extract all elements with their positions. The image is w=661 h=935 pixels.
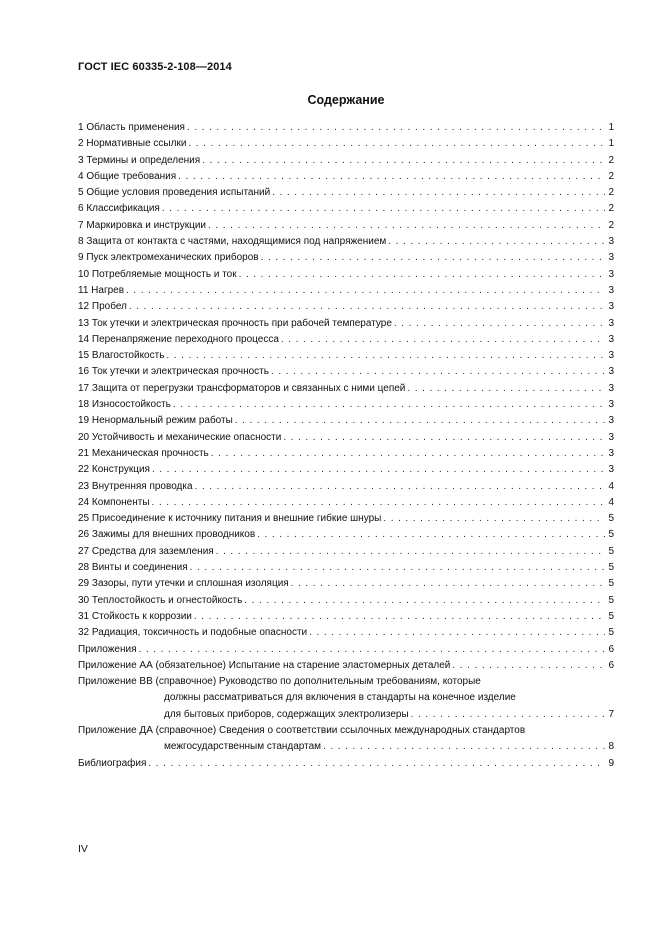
toc-page-number: 5: [608, 545, 614, 557]
toc-leader-dots: [281, 430, 605, 446]
toc-entry-text: межгосударственным стандартам: [164, 741, 322, 753]
toc-entry-text: 12 Пробел: [78, 301, 127, 313]
toc-entry-text: 9 Пуск электромеханических приборов: [78, 252, 259, 264]
toc-entries: [78, 120, 614, 674]
toc-page-number: 3: [608, 382, 614, 394]
toc-entry[interactable]: [78, 658, 614, 674]
table-of-contents: [78, 120, 614, 772]
toc-page-number: 3: [608, 333, 614, 345]
toc-entry-text: 7 Маркировка и инструкции: [78, 219, 207, 231]
toc-page-number: 5: [608, 594, 614, 606]
toc-entry[interactable]: [78, 609, 614, 625]
toc-entry-text: 25 Присоединение к источнику питания и внешние гибкие шнуры: [78, 513, 382, 525]
toc-entry-text: Приложения: [78, 643, 137, 655]
toc-entry-text: 23 Внутренняя проводка: [78, 480, 193, 492]
toc-leader-dots: [186, 136, 605, 152]
toc-leader-dots: [164, 348, 605, 364]
toc-entry[interactable]: [78, 250, 614, 266]
toc-entry-text: Библиография: [78, 757, 147, 769]
toc-leader-dots: [150, 495, 605, 511]
toc-page-number: 3: [608, 284, 614, 296]
toc-leader-dots: [242, 593, 605, 609]
toc-page-number: 3: [608, 447, 614, 459]
toc-leader-dots: [321, 739, 605, 755]
toc-leader-dots: [146, 756, 605, 772]
toc-entry[interactable]: [78, 430, 614, 446]
toc-entry-text: Приложение АА (обязательное) Испытание на старение эластомерных деталей: [78, 659, 451, 671]
toc-entry-text: 24 Компоненты: [78, 496, 150, 508]
document-header: ГОСТ IEC 60335-2-108—2014: [78, 61, 232, 73]
page-number-footer: IV: [78, 843, 88, 855]
toc-entry-text: для бытовых приборов, содержащих электролизеры: [164, 708, 409, 720]
toc-page-number: 5: [608, 562, 614, 574]
toc-page-number: 3: [608, 317, 614, 329]
toc-page-number: 2: [608, 187, 614, 199]
toc-entry[interactable]: [78, 446, 614, 462]
toc-page-number: 3: [608, 464, 614, 476]
toc-entry-text: 30 Теплостойкость и огнестойкость: [78, 594, 243, 606]
toc-page-number: 5: [608, 513, 614, 525]
toc-entry[interactable]: [78, 234, 614, 250]
toc-entry[interactable]: [78, 299, 614, 315]
toc-entry-text: 31 Стойкость к коррозии: [78, 610, 192, 622]
toc-page-number: 8: [608, 741, 614, 753]
toc-leader-dots: [160, 201, 605, 217]
toc-entry-text: 11 Нагрев: [78, 284, 125, 296]
toc-entry-text: 20 Устойчивость и механические опасности: [78, 431, 282, 443]
toc-entry[interactable]: [78, 413, 614, 429]
toc-leader-dots: [289, 576, 605, 592]
toc-entry[interactable]: [78, 544, 614, 560]
page-title: Содержание: [307, 93, 385, 107]
toc-entry[interactable]: [78, 642, 614, 658]
toc-leader-dots: [392, 316, 605, 332]
toc-page-number: 5: [608, 627, 614, 639]
toc-leader-dots: [171, 397, 605, 413]
toc-leader-dots: [185, 120, 605, 136]
toc-page-number: 6: [608, 659, 614, 671]
toc-entry[interactable]: [78, 527, 614, 543]
toc-entry-bibliography[interactable]: [78, 756, 614, 772]
toc-entry-text: 19 Ненормальный режим работы: [78, 415, 233, 427]
toc-entry-text: 28 Винты и соединения: [78, 562, 188, 574]
toc-leader-dots: [209, 446, 605, 462]
toc-leader-dots: [192, 609, 605, 625]
toc-entry[interactable]: [78, 153, 614, 169]
toc-entry-text: 17 Защита от перегрузки трансформаторов и связанных с ними цепей: [78, 382, 406, 394]
toc-page-number: 3: [608, 301, 614, 313]
toc-page-number: 2: [608, 170, 614, 182]
toc-entry-text: 29 Зазоры, пути утечки и сплошная изоляция: [78, 578, 289, 590]
toc-page-number: 3: [608, 415, 614, 427]
toc-entry-text: 16 Ток утечки и электрическая прочность: [78, 366, 269, 378]
toc-page-number: 5: [608, 529, 614, 541]
toc-page-number: 1: [608, 122, 614, 133]
toc-page-number: 3: [608, 236, 614, 248]
toc-entry-text: 26 Зажимы для внешних проводников: [78, 529, 256, 541]
toc-entry-text: 18 Износостойкость: [78, 399, 171, 411]
toc-leader-dots: [200, 153, 605, 169]
toc-entry-text: 2 Нормативные ссылки: [78, 138, 187, 150]
toc-entry[interactable]: [78, 625, 614, 641]
toc-leader-dots: [127, 299, 605, 315]
toc-entry-text: Приложение ДА (справочное) Сведения о соответствии ссылочных международных стандартов: [78, 724, 526, 736]
toc-entry-text: 6 Классификация: [78, 203, 160, 215]
toc-entry[interactable]: [78, 283, 614, 299]
toc-leader-dots: [214, 544, 605, 560]
toc-leader-dots: [193, 479, 605, 495]
toc-entry[interactable]: [78, 479, 614, 495]
toc-leader-dots: [409, 707, 605, 723]
toc-leader-dots: [188, 560, 605, 576]
toc-page-number: 3: [608, 268, 614, 280]
toc-entry-text: Приложение ВВ (справочное) Руководство по дополнительным требованиям, которые: [78, 676, 481, 688]
toc-entry-text: должны рассматриваться для включения в стандарты на конечное изделие: [164, 692, 516, 704]
toc-page-number: 2: [608, 154, 614, 166]
toc-leader-dots: [307, 625, 605, 641]
toc-entry[interactable]: [78, 576, 614, 592]
toc-entry[interactable]: [78, 495, 614, 511]
toc-page-number: 4: [608, 496, 614, 508]
toc-entry-text: 27 Средства для заземления: [78, 545, 214, 557]
toc-leader-dots: [381, 511, 605, 527]
toc-page-number: 9: [608, 757, 614, 769]
toc-leader-dots: [237, 267, 605, 283]
toc-entry[interactable]: [78, 136, 614, 152]
toc-entry-text: 21 Механическая прочность: [78, 447, 209, 459]
toc-leader-dots: [259, 250, 605, 266]
toc-leader-dots: [270, 185, 605, 201]
toc-entry[interactable]: [78, 169, 614, 185]
toc-page-number: 3: [608, 366, 614, 378]
toc-entry[interactable]: [78, 348, 614, 364]
toc-leader-dots: [233, 413, 605, 429]
toc-entry[interactable]: [78, 218, 614, 234]
toc-entry-text: 14 Перенапряжение переходного процесса: [78, 333, 279, 345]
toc-page-number: 5: [608, 578, 614, 590]
toc-page-number: 2: [608, 203, 614, 215]
toc-entry[interactable]: [78, 120, 614, 136]
toc-entry[interactable]: [78, 364, 614, 380]
toc-leader-dots: [255, 527, 605, 543]
toc-entry[interactable]: [78, 381, 614, 397]
toc-entry[interactable]: [78, 560, 614, 576]
toc-entry-annex-bb[interactable]: [78, 674, 614, 723]
toc-entry[interactable]: [78, 201, 614, 217]
toc-entry[interactable]: [78, 397, 614, 413]
toc-page-number: 3: [608, 252, 614, 264]
toc-entry-text: 3 Термины и определения: [78, 154, 201, 166]
toc-leader-dots: [176, 169, 605, 185]
toc-page-number: 3: [608, 399, 614, 411]
toc-entry[interactable]: [78, 511, 614, 527]
toc-entry-text: 5 Общие условия проведения испытаний: [78, 187, 271, 199]
toc-page-number: 3: [608, 431, 614, 443]
toc-leader-dots: [124, 283, 605, 299]
toc-leader-dots: [405, 381, 605, 397]
toc-entry[interactable]: [78, 185, 614, 201]
toc-page-number: 5: [608, 610, 614, 622]
toc-entry[interactable]: [78, 332, 614, 348]
toc-entry[interactable]: [78, 593, 614, 609]
toc-page-number: 2: [608, 219, 614, 231]
toc-leader-dots: [279, 332, 605, 348]
toc-entry-text: 13 Ток утечки и электрическая прочность при рабочей температуре: [78, 317, 392, 329]
toc-leader-dots: [206, 218, 605, 234]
toc-entry[interactable]: [78, 267, 614, 283]
toc-leader-dots: [137, 642, 605, 658]
toc-entry-text: 15 Влагостойкость: [78, 350, 165, 362]
toc-leader-dots: [386, 234, 605, 250]
toc-entry-text: 22 Конструкция: [78, 464, 150, 476]
toc-leader-dots: [450, 658, 605, 674]
toc-page-number: 6: [608, 643, 614, 655]
toc-page-number: 3: [608, 350, 614, 362]
toc-leader-dots: [150, 462, 605, 478]
toc-entry-text: 1 Область применения: [78, 122, 185, 133]
toc-entry-text: 32 Радиация, токсичность и подобные опасности: [78, 627, 308, 639]
toc-page-number: 1: [608, 138, 614, 150]
toc-entry[interactable]: [78, 462, 614, 478]
toc-page-number: 4: [608, 480, 614, 492]
toc-entry[interactable]: [78, 316, 614, 332]
toc-entry-text: 10 Потребляемые мощность и ток: [78, 268, 237, 280]
toc-entry-annex-da[interactable]: [78, 723, 614, 756]
toc-leader-dots: [269, 364, 605, 380]
toc-page-number: 7: [608, 708, 614, 720]
toc-entry-text: 4 Общие требования: [78, 170, 177, 182]
toc-entry-text: 8 Защита от контакта с частями, находящимися под напряжением: [78, 236, 387, 248]
